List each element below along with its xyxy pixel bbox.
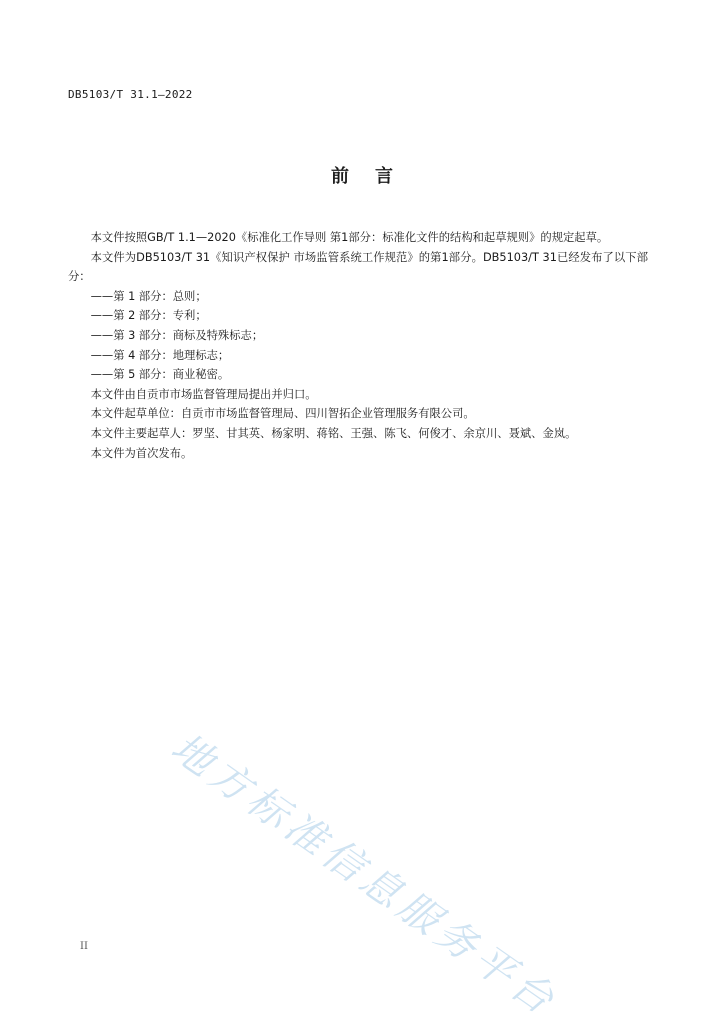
paragraph-drafting-units: 本文件起草单位：自贡市市场监督管理局、四川智拓企业管理服务有限公司。 (90, 407, 475, 421)
page-title: 前言 (331, 166, 419, 187)
paragraph-proposer: 本文件由自贡市市场监督管理局提出并归口。 (90, 387, 317, 401)
list-item: ——第 3 部分：商标及特殊标志； (90, 328, 264, 342)
watermark: 地方标准信息服务平台 (162, 724, 566, 1027)
paragraph-drafting-basis: 本文件按照GB/T 1.1—2020《标准化工作导则 第1部分：标准化文件的结构和起草规则》的规定起草。 (90, 231, 609, 244)
document-code: DB5103/T 31.1—2022 (68, 88, 193, 101)
list-item: ——第 4 部分：地理标志； (90, 348, 230, 362)
page-number: II (80, 941, 88, 952)
paragraph-first-release: 本文件为首次发布。 (90, 446, 193, 460)
paragraph-series-parts: 本文件为DB5103/T 31《知识产权保护 市场监管系统工作规范》的第1部分。DB5103/T 31已经发布了以下部分： (68, 250, 648, 284)
list-item: ——第 2 部分：专利； (90, 309, 207, 323)
paragraph-drafters: 本文件主要起草人：罗坚、甘其英、杨家明、蒋铭、王强、陈飞、何俊才、余京川、聂斌、金岚。 (90, 426, 577, 440)
foreword-body (68, 228, 648, 463)
list-item: ——第 1 部分：总则； (90, 289, 207, 303)
list-item: ——第 5 部分：商业秘密。 (90, 368, 230, 382)
